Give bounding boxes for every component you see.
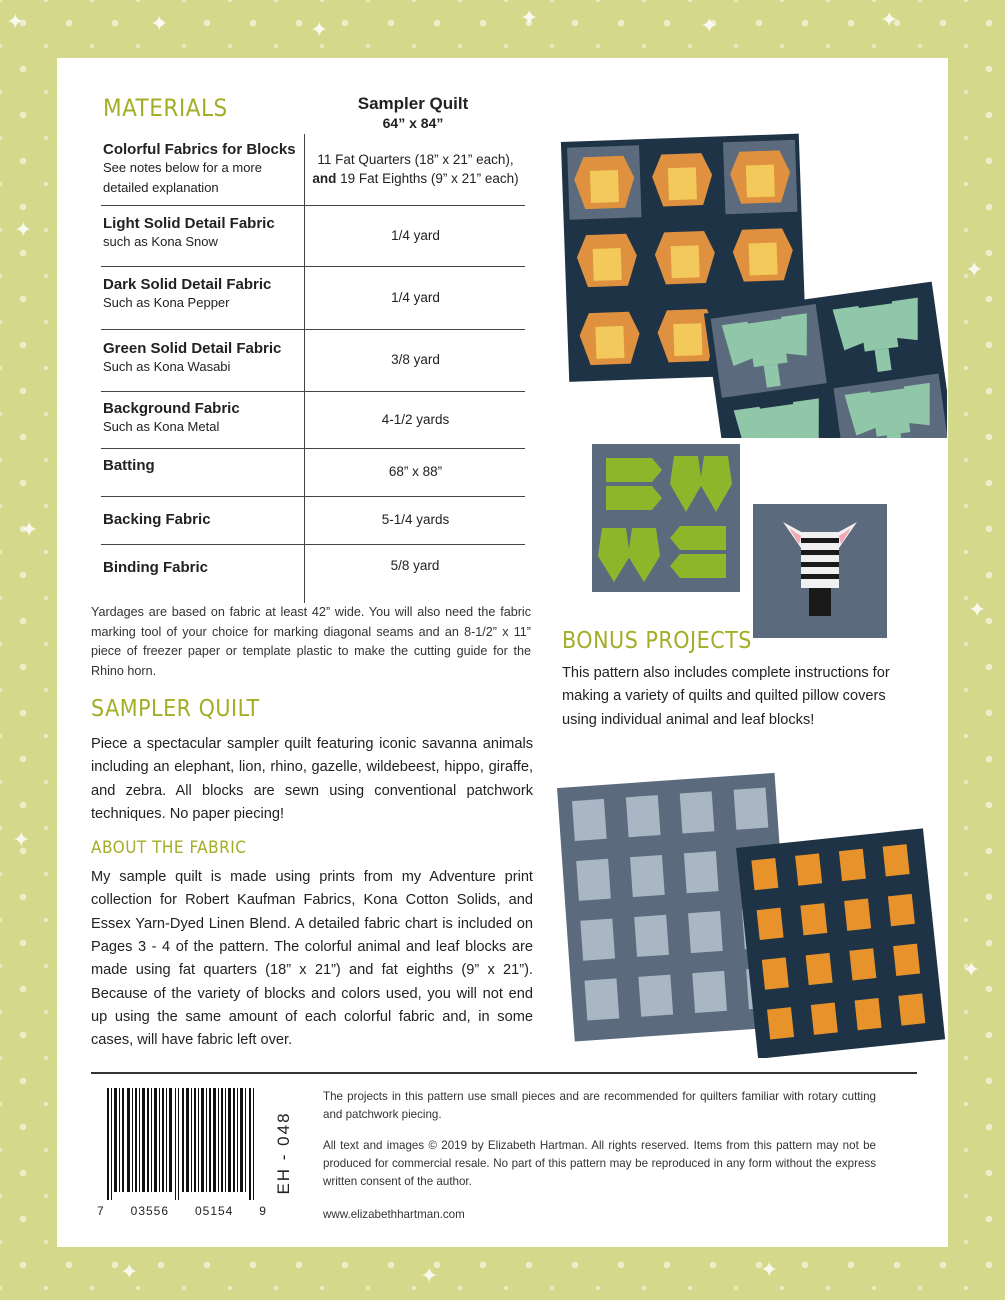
pattern-back-page [57, 58, 948, 1247]
bonus-projects-text: This pattern also includes complete instructions for making a variety of quilts and quilted pillow covers using individual animal and leaf blocks! [562, 665, 890, 728]
materials-row [101, 392, 525, 449]
materials-row [101, 497, 525, 545]
about-fabric-text: My sample quilt is made using prints from my Adventure print collection for Robert Kaufman Fabrics, Kona Cotton Solids, and Essex Yarn-Dyed Linen Blend. A detailed fabric chart is included on Pages 3 - 4 of the pattern. The colorful animal and leaf blocks are made using fat quarters (18” x 21”) and fat eighths (9” x 21”). Because of the variety of blocks and colors used, you will not end up using the same amount of each colorful fabric and, in some cases, will have fabric left over. [91, 869, 533, 1049]
material-desc: Such as Kona Metal [103, 419, 220, 434]
rhino-giraffe-quilt-image [557, 758, 947, 1058]
materials-row [101, 134, 525, 206]
material-desc: Such as Kona Pepper [103, 295, 230, 310]
material-amount: 4-1/2 yards [304, 392, 526, 448]
materials-row [101, 267, 525, 330]
material-name: Batting [103, 457, 155, 474]
lion-elephant-quilt-image [557, 128, 947, 438]
leaf-block-image [592, 444, 742, 594]
material-desc: Such as Kona Wasabi [103, 359, 231, 374]
about-fabric-heading: ABOUT THE FABRIC [91, 838, 247, 858]
material-amount: 68” x 88” [304, 449, 526, 496]
material-name: Green Solid Detail Fabric [103, 340, 282, 357]
yardage-note: Yardages are based on fabric at least 42” wide. You will also need the fabric marking tool of your choice for marking diagonal seams and an 8-1/2” x 11” piece of freezer paper or template plastic to make the cutting guide for the Rhino horn. [91, 605, 531, 678]
material-name: Background Fabric [103, 400, 240, 417]
material-name: Binding Fabric [103, 559, 208, 576]
material-amount: 11 Fat Quarters (18” x 21” each), and 19 Fat Eighths (9” x 21” each) [304, 134, 526, 205]
barcode [97, 1088, 267, 1223]
material-desc: See notes below for a more detailed explanation [103, 160, 262, 195]
sampler-quilt-heading: SAMPLER QUILT [91, 696, 260, 722]
website-link[interactable]: www.elizabethhartman.com [323, 1208, 465, 1221]
material-amount: 1/4 yard [304, 267, 526, 329]
materials-heading: MATERIALS [103, 94, 228, 122]
material-name: Backing Fabric [103, 511, 211, 528]
material-name: Colorful Fabrics for Blocks [103, 141, 296, 158]
material-amount: 3/8 yard [304, 330, 526, 391]
copyright-note: All text and images © 2019 by Elizabeth Hartman. All rights reserved. Items from this pattern may not be produced for commercial resale. No part of this pattern may be reproduced in any form without the express written consent of the author. [323, 1139, 876, 1188]
materials-row [101, 330, 525, 392]
barcode-bars [97, 1088, 267, 1200]
sampler-quilt-text: Piece a spectacular sampler quilt featuring iconic savanna animals including an elephant, lion, rhino, gazelle, wildebeest, hippo, giraffe, and zebra. All blocks are sewn using conventional patchwork techniques. No paper piecing! [91, 736, 533, 823]
sampler-column-header [303, 94, 523, 131]
material-name: Dark Solid Detail Fabric [103, 276, 272, 293]
material-name: Light Solid Detail Fabric [103, 215, 275, 232]
material-amount: 5-1/4 yards [304, 497, 526, 544]
sampler-column-size: 64” x 84” [382, 115, 444, 131]
sampler-column-title: Sampler Quilt [357, 94, 469, 113]
materials-row [101, 449, 525, 497]
skill-note: The projects in this pattern use small pieces and are recommended for quilters familiar with rotary cutting and patchwork piecing. [323, 1090, 876, 1121]
pattern-sku: EH - 048 [274, 1111, 293, 1195]
material-amount: 1/4 yard [304, 206, 526, 266]
bonus-projects-heading: BONUS PROJECTS [562, 628, 752, 654]
materials-row [101, 545, 525, 603]
barcode-digits: 7 03556 05154 9 [97, 1204, 267, 1218]
material-amount: 5/8 yard [304, 545, 525, 603]
footer-divider [91, 1072, 917, 1074]
zebra-block-image [753, 504, 887, 638]
material-desc: such as Kona Snow [103, 234, 218, 249]
materials-table [101, 134, 525, 603]
materials-row [101, 206, 525, 267]
